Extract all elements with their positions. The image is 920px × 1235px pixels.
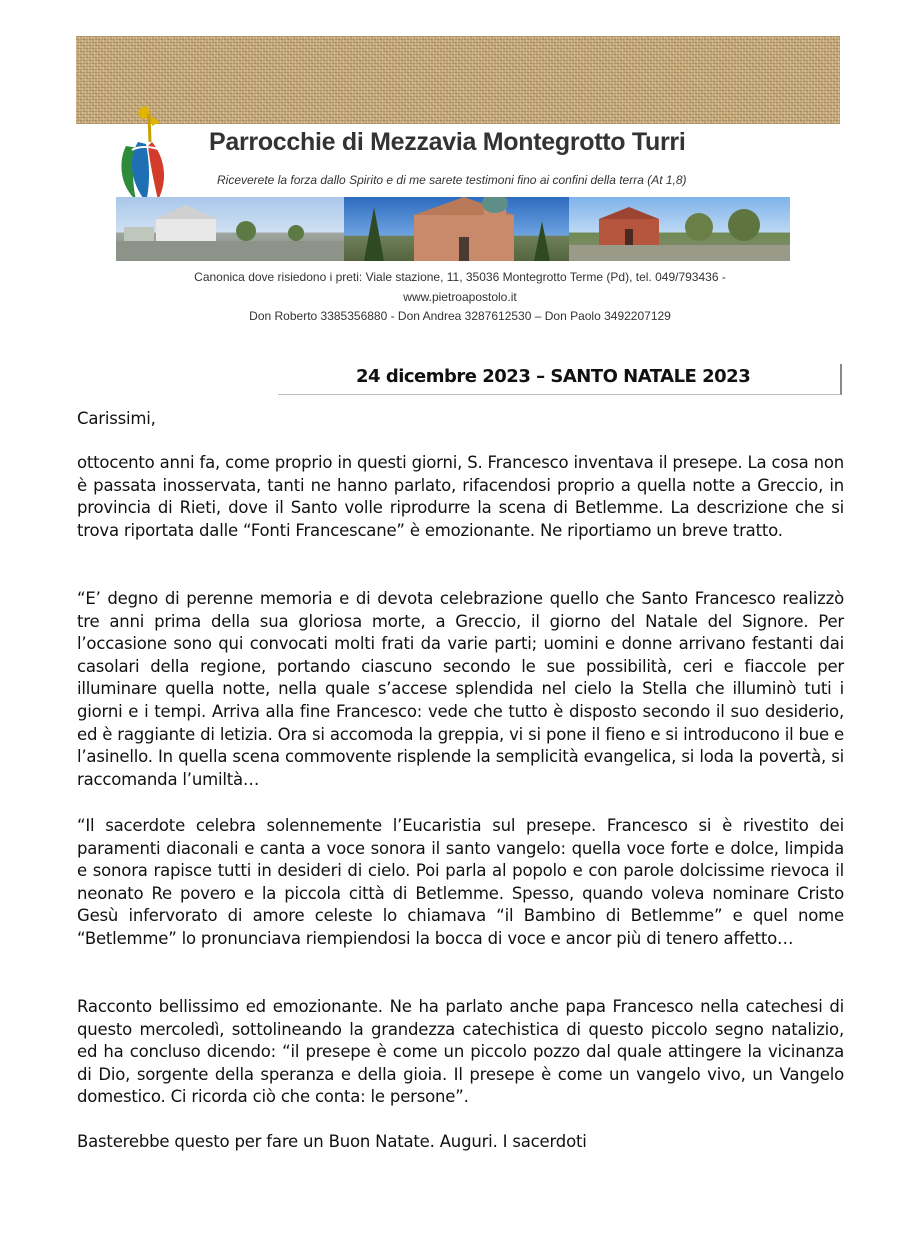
paragraph-intro: ottocento anni fa, come proprio in questi giorni, S. Francesco inventava il presepe. La cosa non è passata inosservata, tanti ne hanno parlato, rifacendosi proprio a quella notte a Greccio, in provincia di Rieti, dove il Santo volle riprodurre la scena di Betlemme. La descrizione che si trova riportata dalle “Fonti Francescane” è emozionante. Ne riportiamo un breve tratto. — [77, 453, 844, 540]
closing: Basterebbe questo per fare un Buon Natate. Auguri. I sacerdoti — [77, 1132, 587, 1151]
church-photo-brick — [569, 197, 790, 261]
church-photo-modern — [116, 197, 344, 261]
paragraph-quote-eucharist: “Il sacerdote celebra solennemente l’Eucaristia sul presepe. Francesco si è rivestito dei paramenti diaconali e canta a voce sonora il santo vangelo: quella voce forte e dolce, limpida e sonora rapisce tutti in desideri di cielo. Poi parla al popolo e con parole dolcissime rievoca il neonato Re povero e la piccola città di Betlemme. Spesso, quando voleva nominare Cristo Gesù infervorato di amore celeste lo chiamava “il Bambino di Betlemme” e quel nome “Betlemme” lo pronunciava riempiendosi la bocca di voce e ancor più di tenero affetto… — [77, 816, 844, 948]
paragraph-quote-greccio: “E’ degno di perenne memoria e di devota celebrazione quello che Santo Francesco realizzò tre anni prima della sua gloriosa morte, a Greccio, il giorno del Natale del Signore. Per l’occasione sono qui convocati molti frati da varie parti; uomini e donne arrivano festanti dai casolari della regione, portando ciascuno secondo le sue possibilità, ceri e fiaccole per illuminare quella notte, nella quale s’accese splendida nel cielo la Stella che illuminò tuti i giorni e i tempi. Arriva alla fine Francesco: vede che tutto è disposto secondo il suo desiderio, ed è raggiante di letizia. Ora si accomoda la greppia, vi si pone il fieno e si introducono il bue e l’asinello. In quella scena commovente risplende la semplicità evangelica, si loda la povertà, si raccomanda l’umiltà… — [77, 589, 844, 789]
church-photo-dome — [344, 197, 569, 261]
parish-logo — [116, 102, 176, 206]
salutation: Carissimi, — [77, 409, 156, 428]
date-heading: 24 dicembre 2023 – SANTO NATALE 2023 — [356, 366, 751, 387]
parish-title: Parrocchie di Mezzavia Montegrotto Turri — [209, 128, 686, 156]
motto: Riceverete la forza dallo Spirito e di me sarete testimoni fino ai confini della terra (At 1,8) — [217, 173, 687, 187]
contact-phones: Don Roberto 3385356880 - Don Andrea 3287612530 – Don Paolo 3492207129 — [249, 309, 671, 323]
contact-website: www.pietroapostolo.it — [403, 290, 517, 304]
date-heading-box — [278, 364, 842, 395]
contact-address: Canonica dove risiedono i preti: Viale stazione, 11, 35036 Montegrotto Terme (Pd), tel. 049/793436 - — [194, 270, 726, 284]
paragraph-pope: Racconto bellissimo ed emozionante. Ne ha parlato anche papa Francesco nella catechesi di questo mercoledì, sottolineando la grandezza catechistica di questo piccolo segno natalizio, ed ha concluso dicendo: “il presepe è come un piccolo pozzo dal quale attingere la vicinanza di Dio, sorgente della speranza e della gioia. Il presepe è come un vangelo vivo, un Vangelo domestico. Ci ricorda ciò che conta: le persone”. — [77, 997, 844, 1107]
letterhead — [76, 36, 840, 266]
